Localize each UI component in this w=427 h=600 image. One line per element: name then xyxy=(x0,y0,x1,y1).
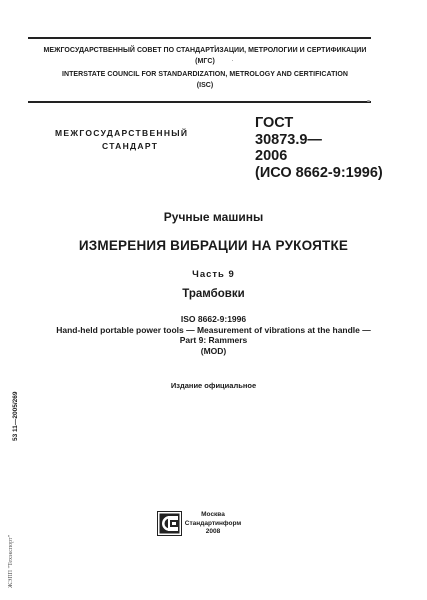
iso-code: ISO 8662-9:1996 xyxy=(180,314,247,324)
standard-label-line1: МЕЖГОСУДАРСТВЕННЫЙ xyxy=(55,128,189,138)
side-stamp: ЖЭПП "Техэкспорт" xyxy=(8,534,14,588)
council-en-abbr: (ISC) xyxy=(196,82,214,89)
publisher-name: Стандартинформ xyxy=(184,519,242,527)
scan-speck xyxy=(232,60,233,61)
publisher-block xyxy=(183,511,243,537)
designation-line2: 30873.9— xyxy=(255,131,322,148)
standartinform-logo-icon xyxy=(157,511,182,536)
header-bottom-rule xyxy=(28,101,371,103)
designation-line4: (ИСО 8662-9:1996) xyxy=(255,164,383,181)
side-registration-code: 53 11—2005/269 xyxy=(12,391,19,441)
title-group: Ручные машины xyxy=(163,210,264,224)
scan-speck xyxy=(367,100,370,102)
scan-speck xyxy=(214,45,216,47)
publisher-city: Москва xyxy=(201,511,225,518)
header-top-rule xyxy=(28,37,371,39)
iso-title-line2: Part 9: Rammers xyxy=(179,335,248,346)
standard-label xyxy=(55,127,220,153)
standard-designation xyxy=(255,115,383,181)
iso-modifier: (MOD) xyxy=(200,345,227,356)
standard-label-line2: СТАНДАРТ xyxy=(102,141,159,151)
title-main: ИЗМЕРЕНИЯ ВИБРАЦИИ НА РУКОЯТКЕ xyxy=(78,238,349,253)
title-part: Часть 9 xyxy=(192,269,235,280)
council-ru-abbr: (МГС) xyxy=(195,58,215,65)
council-en-line: INTERSTATE COUNCIL FOR STANDARDIZATION, METROLOGY AND CERTIFICATION xyxy=(61,71,349,78)
title-subtitle: Трамбовки xyxy=(182,288,245,300)
edition-note: Издание официальное xyxy=(170,381,257,390)
iso-reference xyxy=(0,314,427,356)
publisher-year: 2008 xyxy=(205,528,221,535)
designation-line3: 2006 xyxy=(255,148,288,164)
designation-line1: ГОСТ xyxy=(255,115,294,131)
iso-title-line1: Hand-held portable power tools — Measurement of vibrations at the handle — xyxy=(56,324,371,335)
council-ru-line: МЕЖГОСУДАРСТВЕННЫЙ СОВЕТ ПО СТАНДАРТИЗАЦИИ, МЕТРОЛОГИИ И СЕРТИФИКАЦИИ xyxy=(43,47,367,54)
